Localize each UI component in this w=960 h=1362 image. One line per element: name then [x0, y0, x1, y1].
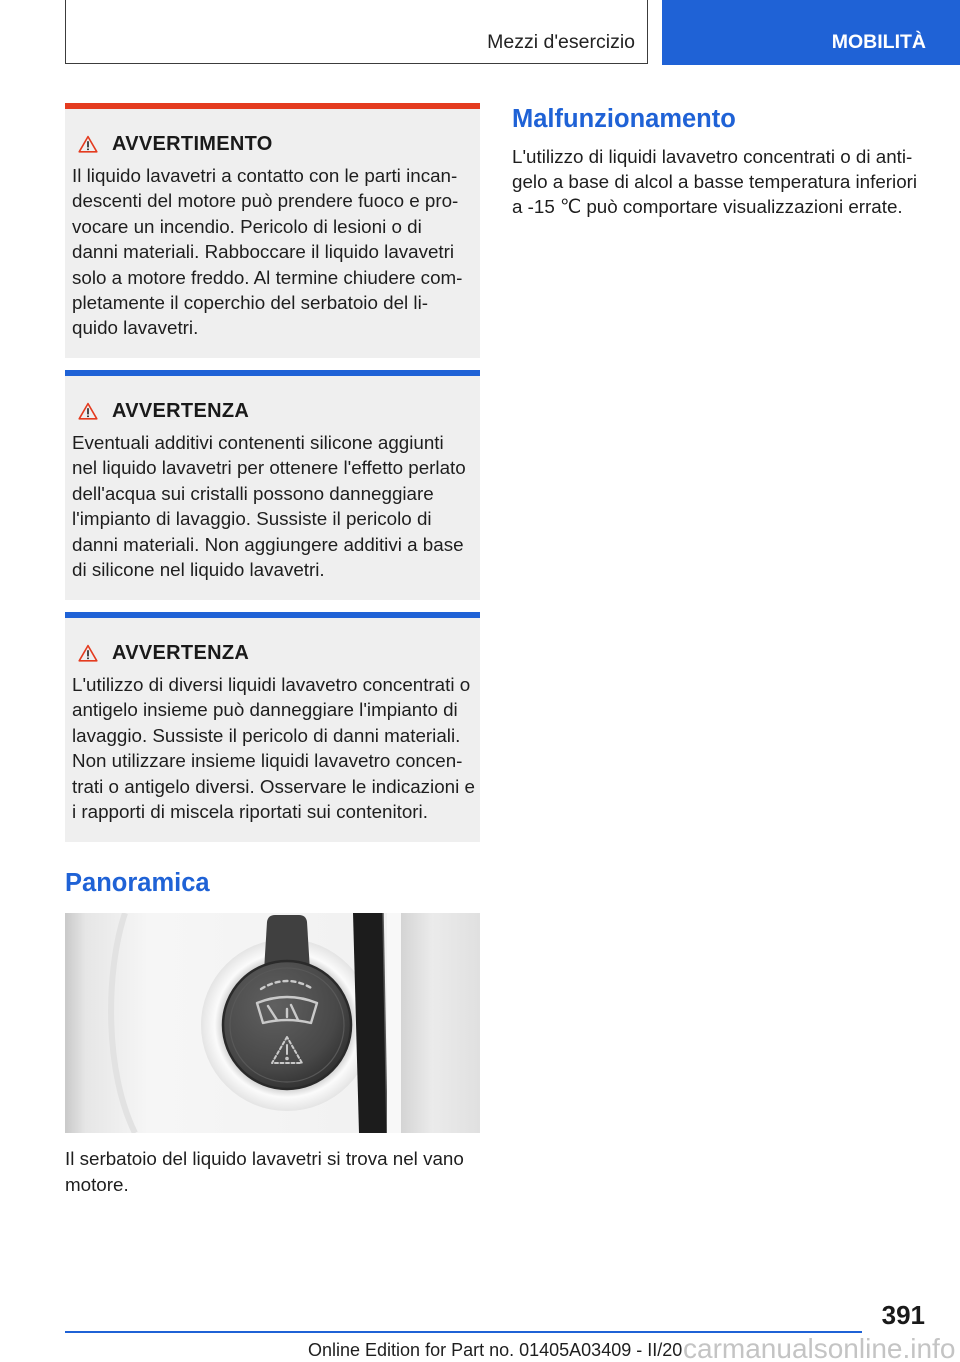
caption-line: Il serbatoio del liquido lavavetri si trova nel vano — [65, 1148, 464, 1169]
text-line: danni materiali. Rabboccare il liquido lavavetri — [72, 241, 455, 263]
text-line: vocare un incendio. Pericolo di lesioni o di — [72, 215, 422, 237]
text-line: Il liquido lavavetri a contatto con le parti incan- — [72, 165, 458, 186]
text-line: danni materiali. Non aggiungere additivi a base — [72, 533, 464, 555]
notice-heading: AVVERTENZA — [112, 642, 250, 664]
washer-reservoir-photo — [65, 913, 480, 1133]
text-line: l'impianto di lavaggio. Sussiste il pericolo di — [72, 508, 432, 530]
text-line: L'utilizzo di liquidi lavavetro concentrati o di anti- — [512, 146, 913, 167]
text-line: descenti del motore può prendere fuoco e pro- — [72, 190, 459, 212]
watermark: carmanualsonline.info — [683, 1333, 956, 1362]
edition-note: Online Edition for Part no. 01405A03409 - II/20 — [308, 1340, 683, 1360]
text-line: quido lavavetri. — [72, 317, 199, 339]
text-line: di silicone nel liquido lavavetri. — [72, 559, 325, 581]
warning-triangle-icon — [78, 135, 98, 153]
malfunction-heading: Malfunzionamento — [512, 105, 736, 133]
text-line: antigelo insieme può danneggiare l'impianto di — [72, 699, 458, 721]
notice-bar — [65, 370, 480, 376]
caption-line: motore. — [65, 1173, 129, 1195]
warning-heading: AVVERTIMENTO — [112, 133, 273, 155]
warning-triangle-icon — [78, 644, 98, 662]
dark-trim-edge — [353, 913, 387, 1133]
text-line: Eventuali additivi contenenti silicone aggiunti — [72, 432, 444, 453]
section-title: Mezzi d'esercizio — [487, 31, 635, 53]
notice-heading: AVVERTENZA — [112, 400, 250, 422]
malfunction-text — [512, 144, 917, 220]
text-line: a -15 ℃ può comportare visualizzazioni errate. — [512, 196, 903, 218]
text-line: i rapporti di miscela riportati sui contenitori. — [72, 801, 428, 823]
photo-caption — [65, 1146, 464, 1198]
warning-text — [72, 163, 462, 341]
notice-text — [72, 672, 475, 824]
text-line: dell'acqua sui cristalli possono danneggiare — [72, 482, 434, 504]
text-line: pletamente il coperchio del serbatoio del li- — [72, 292, 429, 314]
notice-box — [65, 612, 480, 842]
warning-box — [65, 103, 480, 358]
text-line: nel liquido lavavetri per ottenere l'effetto perlato — [72, 457, 466, 479]
text-line: L'utilizzo di diversi liquidi lavavetro concentrati o — [72, 674, 471, 695]
notice-bar — [65, 612, 480, 618]
page-number: 391 — [881, 1300, 925, 1330]
text-line: gelo a base di alcol a basse temperatura inferiori — [512, 171, 918, 193]
warning-triangle-icon — [78, 402, 98, 420]
notice-box — [65, 370, 480, 600]
chapter-title: MOBILITÀ — [831, 31, 926, 53]
section-tab — [65, 0, 648, 64]
text-line: solo a motore freddo. Al termine chiudere com- — [72, 266, 463, 288]
warning-bar — [65, 103, 480, 109]
overview-heading: Panoramica — [65, 869, 210, 897]
text-line: trati o antigelo diversi. Osservare le indicazioni e — [72, 775, 475, 797]
text-line: lavaggio. Sussiste il pericolo di danni materiali. — [72, 724, 461, 746]
text-line: Non utilizzare insieme liquidi lavavetro concen- — [72, 750, 463, 772]
notice-text — [72, 430, 466, 582]
chapter-tab — [662, 0, 960, 65]
body-panel — [401, 913, 480, 1133]
